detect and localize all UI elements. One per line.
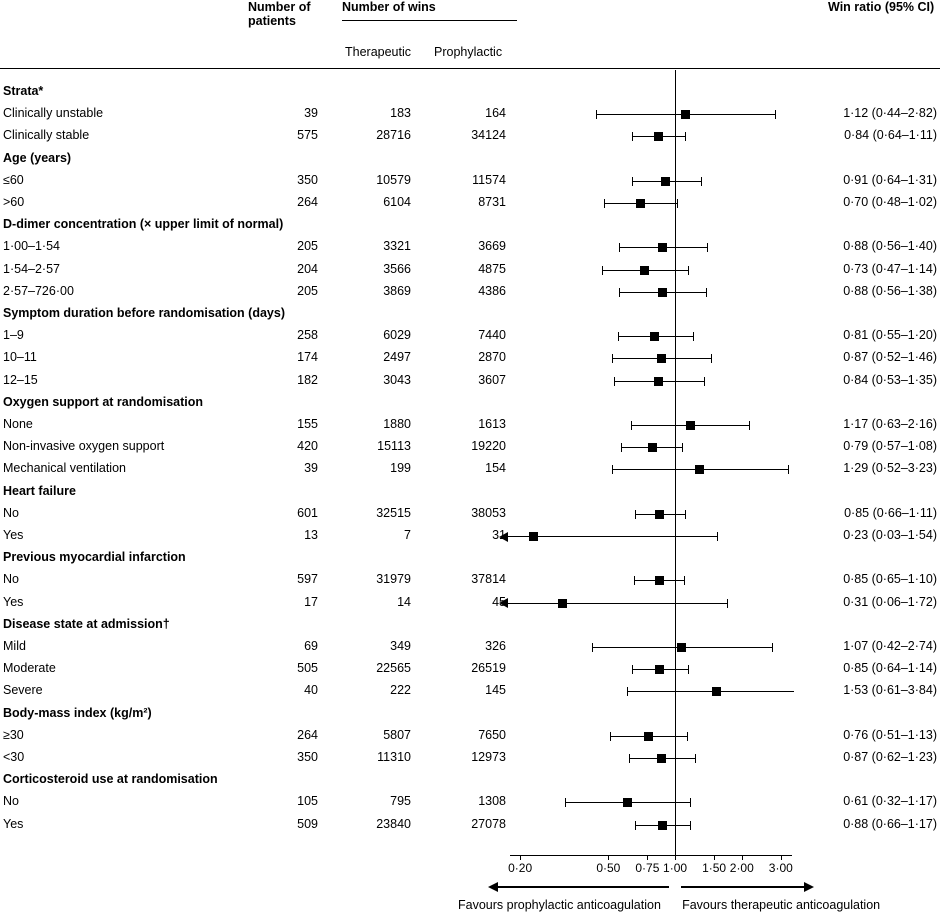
- subgroup-heading: Previous myocardial infarction: [3, 550, 186, 565]
- wins-therapeutic-value: 795: [390, 794, 411, 809]
- subgroup-row-label: 1–9: [3, 328, 24, 343]
- wins-prophylactic-value: 145: [485, 683, 506, 698]
- win-ratio-value: 0·87 (0·62–1·23): [843, 750, 937, 764]
- point-estimate-marker: [658, 821, 667, 830]
- subgroup-row-label: No: [3, 794, 19, 809]
- win-ratio-value: 0·88 (0·56–1·38): [843, 283, 937, 298]
- win-ratio-value: 0·88 (0·66–1·17): [843, 816, 937, 831]
- patients-value: 264: [297, 727, 318, 742]
- subgroup-row-label: 2·57–726·00: [3, 283, 74, 298]
- ci-cap-upper: [687, 732, 688, 741]
- subgroup-row-label: ≤60: [3, 172, 24, 187]
- patients-value: 13: [304, 528, 318, 542]
- ci-cap-upper: [727, 599, 728, 608]
- wins-prophylactic-value: 3669: [478, 239, 506, 254]
- column-header-win-ratio: Win ratio (95% CI): [828, 0, 935, 14]
- ci-cap-lower: [596, 110, 597, 119]
- axis-tick: [608, 856, 609, 860]
- point-estimate-marker: [648, 443, 657, 452]
- favours-left-arrowhead: [488, 882, 498, 892]
- subgroup-heading: Heart failure: [3, 483, 76, 498]
- ci-cap-lower: [612, 465, 613, 474]
- point-estimate-marker: [655, 665, 664, 674]
- patients-value: 597: [297, 572, 318, 587]
- win-ratio-value: 0·70 (0·48–1·02): [843, 195, 937, 209]
- axis-tick-label: 0·50: [596, 861, 621, 875]
- ci-cap-lower: [635, 821, 636, 830]
- column-header-patients-2: patients: [248, 14, 296, 28]
- table-top-rule: [0, 68, 940, 69]
- column-header-patients: Number of: [248, 0, 311, 14]
- patients-value: 39: [304, 461, 318, 476]
- win-ratio-value: 0·85 (0·66–1·11): [844, 505, 937, 520]
- win-ratio-value: 0·61 (0·32–1·17): [843, 794, 937, 809]
- subgroup-heading: Symptom duration before randomisation (days): [3, 306, 285, 320]
- ci-cap-lower: [632, 177, 633, 186]
- point-estimate-marker: [661, 177, 670, 186]
- win-ratio-value: 0·31 (0·06–1·72): [843, 594, 937, 609]
- subgroup-row-label: Moderate: [3, 661, 56, 676]
- wins-therapeutic-value: 23840: [376, 816, 411, 831]
- ci-cap-lower: [602, 266, 603, 275]
- wins-prophylactic-value: 34124: [471, 128, 506, 143]
- wins-prophylactic-value: 31: [492, 528, 506, 542]
- favours-therapeutic-label: Favours therapeutic anticoagulation: [682, 898, 881, 912]
- ci-cap-upper: [690, 798, 691, 807]
- ci-cap-upper: [688, 266, 689, 275]
- wins-therapeutic-value: 349: [390, 639, 411, 653]
- wins-prophylactic-value: 154: [485, 461, 506, 476]
- subgroup-heading: Strata*: [3, 84, 44, 98]
- ci-cap-upper: [788, 465, 789, 474]
- ci-cap-lower: [610, 732, 611, 741]
- ci-cap-upper: [707, 243, 708, 252]
- ci-cap-upper: [706, 288, 707, 297]
- wins-therapeutic-value: 3321: [383, 239, 411, 254]
- wins-therapeutic-value: 5807: [383, 727, 411, 742]
- axis-tick: [714, 856, 715, 860]
- ci-cap-upper: [775, 110, 776, 119]
- axis-tick-label: 2·00: [729, 861, 754, 875]
- ci-cap-lower: [635, 510, 636, 519]
- wins-prophylactic-value: 2870: [478, 350, 506, 365]
- ci-cap-upper: [717, 532, 718, 541]
- patients-value: 39: [304, 106, 318, 121]
- ci-cap-lower: [619, 243, 620, 252]
- win-ratio-value: 0·85 (0·64–1·14): [843, 661, 937, 676]
- ci-cap-lower: [632, 665, 633, 674]
- point-estimate-marker: [644, 732, 653, 741]
- ci-arrow-left: [499, 532, 508, 542]
- ci-cap-lower: [565, 798, 566, 807]
- patients-value: 420: [297, 439, 318, 454]
- axis-tick-label: 0·20: [508, 861, 533, 875]
- point-estimate-marker: [681, 110, 690, 119]
- win-ratio-value: 0·88 (0·56–1·40): [843, 239, 937, 254]
- subgroup-row-label: ≥30: [3, 727, 24, 742]
- subgroup-heading: D-dimer concentration (× upper limit of normal): [3, 217, 284, 232]
- wins-prophylactic-value: 26519: [471, 661, 506, 676]
- point-estimate-marker: [657, 754, 666, 763]
- patients-value: 40: [304, 683, 318, 698]
- wins-prophylactic-value: 12973: [471, 750, 506, 764]
- wins-prophylactic-value: 19220: [471, 439, 506, 454]
- patients-value: 264: [297, 195, 318, 209]
- ci-cap-lower: [614, 377, 615, 386]
- subgroup-row-label: 1·54–2·57: [3, 261, 60, 276]
- point-estimate-marker: [686, 421, 695, 430]
- patients-value: 17: [304, 594, 318, 609]
- subgroup-row-label: Severe: [3, 683, 43, 698]
- win-ratio-value: 0·84 (0·64–1·11): [844, 128, 937, 143]
- wins-prophylactic-value: 8731: [478, 195, 506, 209]
- ci-cap-lower: [629, 754, 630, 763]
- confidence-interval-line: [507, 603, 727, 604]
- subgroup-row-label: Clinically unstable: [3, 106, 104, 121]
- patients-value: 350: [297, 750, 318, 764]
- wins-therapeutic-value: 32515: [376, 505, 411, 520]
- ci-cap-lower: [612, 354, 613, 363]
- subgroup-row-label: No: [3, 505, 19, 520]
- subgroup-row-label: <30: [3, 750, 25, 764]
- win-ratio-value: 0·87 (0·52–1·46): [843, 350, 937, 365]
- ci-cap-upper: [701, 177, 702, 186]
- win-ratio-value: 1·29 (0·52–3·23): [843, 461, 937, 476]
- axis-line: [510, 855, 792, 856]
- patients-value: 205: [297, 239, 318, 254]
- wins-prophylactic-value: 7440: [478, 328, 506, 343]
- axis-tick-label: 0·75: [635, 861, 660, 875]
- wins-prophylactic-value: 11574: [472, 172, 506, 187]
- wins-prophylactic-value: 4875: [478, 261, 506, 276]
- wins-prophylactic-value: 38053: [471, 505, 506, 520]
- wins-therapeutic-value: 3869: [383, 283, 411, 298]
- favours-right-arrow-line: [681, 886, 806, 888]
- axis-tick: [647, 856, 648, 860]
- subgroup-row-label: Mechanical ventilation: [3, 461, 126, 476]
- wins-therapeutic-value: 10579: [376, 172, 411, 187]
- patients-value: 258: [297, 328, 318, 343]
- subgroup-heading: Age (years): [3, 150, 72, 165]
- ci-cap-lower: [592, 643, 593, 652]
- point-estimate-marker: [654, 132, 663, 141]
- ci-cap-lower: [604, 199, 605, 208]
- axis-tick-label: 3·00: [768, 861, 793, 875]
- ci-cap-upper: [772, 643, 773, 652]
- reference-line: [675, 70, 676, 855]
- column-header-wins: Number of wins: [342, 0, 436, 14]
- ci-cap-lower: [631, 421, 632, 430]
- ci-cap-lower: [632, 132, 633, 141]
- axis-tick: [675, 856, 676, 860]
- patients-value: 204: [297, 261, 318, 276]
- ci-cap-upper: [711, 354, 712, 363]
- subgroup-row-label: Yes: [3, 816, 24, 831]
- subgroup-row-label: Yes: [3, 528, 24, 542]
- wins-therapeutic-value: 3043: [383, 372, 411, 387]
- patients-value: 105: [297, 794, 318, 809]
- patients-value: 174: [297, 350, 318, 365]
- wins-prophylactic-value: 326: [485, 639, 506, 653]
- win-ratio-value: 0·23 (0·03–1·54): [843, 528, 937, 542]
- ci-cap-upper: [684, 576, 685, 585]
- win-ratio-value: 0·73 (0·47–1·14): [843, 261, 937, 276]
- wins-therapeutic-value: 1880: [383, 417, 411, 431]
- favours-right-arrowhead: [804, 882, 814, 892]
- patients-value: 601: [297, 505, 318, 520]
- wins-therapeutic-value: 222: [390, 683, 411, 698]
- wins-therapeutic-value: 6029: [383, 328, 411, 343]
- subgroup-row-label: Non-invasive oxygen support: [3, 439, 165, 454]
- axis-tick: [520, 856, 521, 860]
- wins-therapeutic-value: 11310: [377, 750, 411, 764]
- wins-therapeutic-value: 15113: [377, 439, 411, 454]
- axis-tick-label: 1·00: [663, 861, 688, 875]
- ci-cap-lower: [627, 687, 628, 696]
- point-estimate-marker: [650, 332, 659, 341]
- ci-cap-upper: [693, 332, 694, 341]
- subgroup-row-label: Mild: [3, 639, 26, 653]
- subgroup-row-label: 12–15: [3, 372, 38, 387]
- wins-therapeutic-value: 31979: [376, 572, 411, 587]
- wins-therapeutic-value: 14: [397, 594, 411, 609]
- confidence-interval-line: [507, 536, 717, 537]
- column-header-prophylactic: Prophylactic: [434, 45, 503, 59]
- subgroup-row-label: 10–11: [3, 350, 37, 365]
- subgroup-row-label: Yes: [3, 594, 24, 609]
- point-estimate-marker: [658, 243, 667, 252]
- win-ratio-value: 0·76 (0·51–1·13): [843, 727, 937, 742]
- favours-left-arrow-line: [496, 886, 669, 888]
- ci-cap-upper: [704, 377, 705, 386]
- subgroup-row-label: None: [3, 417, 33, 431]
- win-ratio-value: 1·12 (0·44–2·82): [843, 106, 937, 121]
- subgroup-heading: Corticosteroid use at randomisation: [3, 772, 218, 787]
- point-estimate-marker: [654, 377, 663, 386]
- ci-cap-upper: [695, 754, 696, 763]
- ci-cap-upper: [688, 665, 689, 674]
- subgroup-row-label: No: [3, 572, 19, 587]
- win-ratio-value: 0·85 (0·65–1·10): [843, 572, 937, 587]
- wins-therapeutic-value: 28716: [376, 128, 411, 143]
- patients-value: 182: [297, 372, 318, 387]
- wins-prophylactic-value: 3607: [478, 372, 506, 387]
- patients-value: 69: [304, 639, 318, 653]
- wins-therapeutic-value: 3566: [383, 261, 411, 276]
- patients-value: 205: [297, 283, 318, 298]
- point-estimate-marker: [623, 798, 632, 807]
- win-ratio-value: 0·79 (0·57–1·08): [843, 439, 937, 454]
- subgroup-heading: Disease state at admission†: [3, 616, 170, 631]
- win-ratio-value: 1·53 (0·61–3·84): [843, 683, 937, 698]
- wins-therapeutic-value: 22565: [376, 661, 411, 676]
- point-estimate-marker: [558, 599, 567, 608]
- wins-prophylactic-value: 1613: [478, 417, 506, 431]
- ci-cap-lower: [634, 576, 635, 585]
- wins-prophylactic-value: 164: [485, 106, 506, 121]
- ci-arrow-left: [499, 598, 508, 608]
- win-ratio-value: 0·84 (0·53–1·35): [843, 372, 937, 387]
- wins-prophylactic-value: 1308: [478, 794, 506, 809]
- point-estimate-marker: [655, 510, 664, 519]
- wins-therapeutic-value: 199: [390, 461, 411, 476]
- subgroup-row-label: Clinically stable: [3, 128, 90, 143]
- subgroup-row-label: 1·00–1·54: [3, 239, 60, 254]
- ci-cap-lower: [618, 332, 619, 341]
- wins-prophylactic-value: 45: [492, 594, 506, 609]
- patients-value: 350: [297, 172, 318, 187]
- column-header-therapeutic: Therapeutic: [345, 45, 412, 59]
- axis-tick: [781, 856, 782, 860]
- wins-prophylactic-value: 4386: [478, 283, 506, 298]
- patients-value: 575: [297, 128, 318, 143]
- point-estimate-marker: [657, 354, 666, 363]
- wins-prophylactic-value: 27078: [471, 816, 506, 831]
- wins-therapeutic-value: 6104: [383, 195, 411, 209]
- point-estimate-marker: [529, 532, 538, 541]
- point-estimate-marker: [712, 687, 721, 696]
- ci-cap-lower: [621, 443, 622, 452]
- patients-value: 155: [297, 417, 318, 431]
- wins-prophylactic-value: 7650: [478, 727, 506, 742]
- subgroup-row-label: >60: [3, 195, 25, 209]
- win-ratio-value: 1·17 (0·63–2·16): [843, 417, 937, 431]
- ci-cap-upper: [677, 199, 678, 208]
- point-estimate-marker: [655, 576, 664, 585]
- wins-therapeutic-value: 2497: [383, 350, 411, 365]
- ci-cap-upper: [685, 132, 686, 141]
- ci-cap-upper: [682, 443, 683, 452]
- patients-value: 509: [297, 816, 318, 831]
- ci-cap-upper: [690, 821, 691, 830]
- ci-cap-lower: [619, 288, 620, 297]
- wins-header-rule: [342, 20, 517, 21]
- axis-tick: [742, 856, 743, 860]
- point-estimate-marker: [636, 199, 645, 208]
- win-ratio-value: 0·91 (0·64–1·31): [843, 172, 937, 187]
- win-ratio-value: 1·07 (0·42–2·74): [843, 639, 937, 653]
- point-estimate-marker: [640, 266, 649, 275]
- point-estimate-marker: [658, 288, 667, 297]
- wins-prophylactic-value: 37814: [471, 572, 506, 587]
- wins-therapeutic-value: 183: [390, 106, 411, 121]
- favours-prophylactic-label: Favours prophylactic anticoagulation: [458, 898, 661, 912]
- axis-tick-label: 1·50: [702, 861, 727, 875]
- point-estimate-marker: [695, 465, 704, 474]
- ci-cap-upper: [685, 510, 686, 519]
- point-estimate-marker: [677, 643, 686, 652]
- subgroup-heading: Oxygen support at randomisation: [3, 394, 204, 409]
- win-ratio-value: 0·81 (0·55–1·20): [843, 328, 937, 343]
- wins-therapeutic-value: 7: [404, 528, 411, 542]
- patients-value: 505: [297, 661, 318, 676]
- subgroup-heading: Body-mass index (kg/m²): [3, 705, 152, 720]
- ci-cap-upper: [749, 421, 750, 430]
